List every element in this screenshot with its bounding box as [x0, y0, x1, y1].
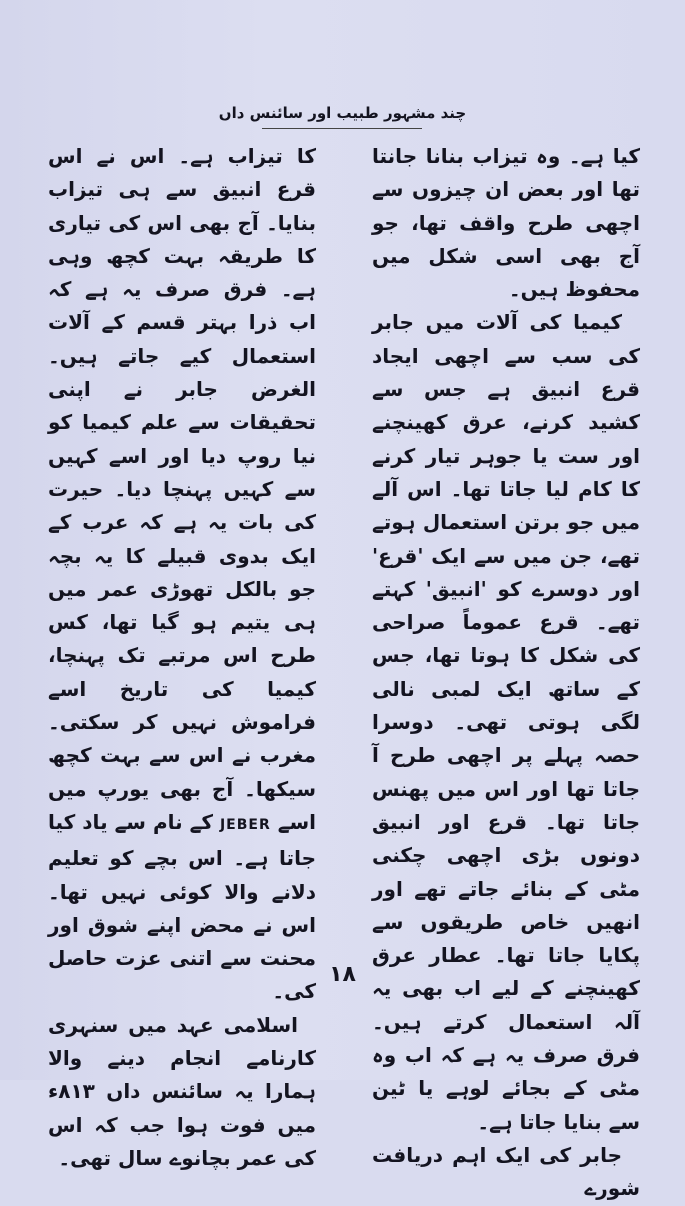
paragraph: [48, 140, 316, 1009]
paragraph: کیمیا کی آلات میں جابر کی سب سے اچھی ایجاد قرع انبیق ہے جس سے کشید کرنے، عرق کھینچنے اور ست یا جوہر تیار کرنے کا کام لیا جاتا تھا۔ اس آلے میں جو برتن استعمال ہوتے تھے، جن میں سے ایک 'قرع' اور دوسرے کو 'انبیق' کہتے تھے۔ قرع عموماً صراحی کی شکل کا ہوتا تھا، جس کے ساتھ ایک لمبی نالی لگی ہوتی تھی۔ دوسرا حصہ پہلے پر اچھی طرح آ جاتا تھا اور اس میں پھنس جاتا تھا۔ قرع اور انبیق دونوں بڑی اچھی چکنی مٹی کے بنائے جاتے تھے اور انھیں خاص طریقوں سے پکایا جاتا تھا۔ عطار عرق کھینچنے کے لیے اب بھی یہ آلہ استعمال کرتے ہیں۔ فرق صرف یہ ہے کہ اب وہ مٹی کے بجائے لوہے یا ٹین سے بنایا جاتا ہے۔: [372, 310, 640, 1134]
paragraph: کیا ہے۔ وہ تیزاب بنانا جانتا تھا اور بعض ان چیزوں سے اچھی طرح واقف تھا، جو آج بھی اسی شکل میں محفوظ ہیں۔: [372, 144, 640, 302]
latin-name: JEBER: [219, 816, 271, 833]
paragraph: جابر کی ایک اہم دریافت شورے: [372, 1142, 640, 1201]
left-column: [48, 140, 316, 1175]
header-rule: [262, 128, 422, 129]
paragraph: اسلامی عہد میں سنہری کارنامے انجام دینے والا ہمارا یہ سائنس داں ۸۱۳ء میں فوت ہوا جب کہ اس کی عمر بچانوے سال تھی۔: [48, 1012, 316, 1170]
paragraph-text: کے نام سے یاد کیا جاتا ہے۔ اس بچے کو تعلیم دلانے والا کوئی نہیں تھا۔ اس نے محض اپنے شوق اور محنت سے اتنی عزت حاصل کی۔: [48, 809, 316, 1004]
right-column: [372, 140, 640, 1206]
running-header: چند مشہور طبیب اور سائنس داں: [218, 104, 467, 122]
page-number: ۱۸: [329, 962, 356, 987]
paragraph-text: کا تیزاب ہے۔ اس نے اس قرع انبیق سے ہی تیزاب بنایا۔ آج بھی اس کی تیاری کا طریقہ بہت کچھ وہی ہے۔ فرق صرف یہ ہے کہ اب ذرا بہتر قسم کے آلات استعمال کیے جاتے ہیں۔ الغرض جابر نے اپنی تحقیقات سے علم کیمیا کو نیا روپ دیا اور اسے کہیں سے کہیں پہنچا دیا۔ حیرت کی بات یہ ہے کہ عرب کے ایک بدوی قبیلے کا یہ بچہ جو بالکل تھوڑی عمر میں ہی یتیم ہو گیا تھا، کس طرح اس مرتبے تک پہنچا، کیمیا کی تاریخ اسے فراموش نہیں کر سکتی۔ مغرب نے اس سے بہت کچھ سیکھا۔ آج بھی یورپ میں اسے: [48, 144, 317, 834]
